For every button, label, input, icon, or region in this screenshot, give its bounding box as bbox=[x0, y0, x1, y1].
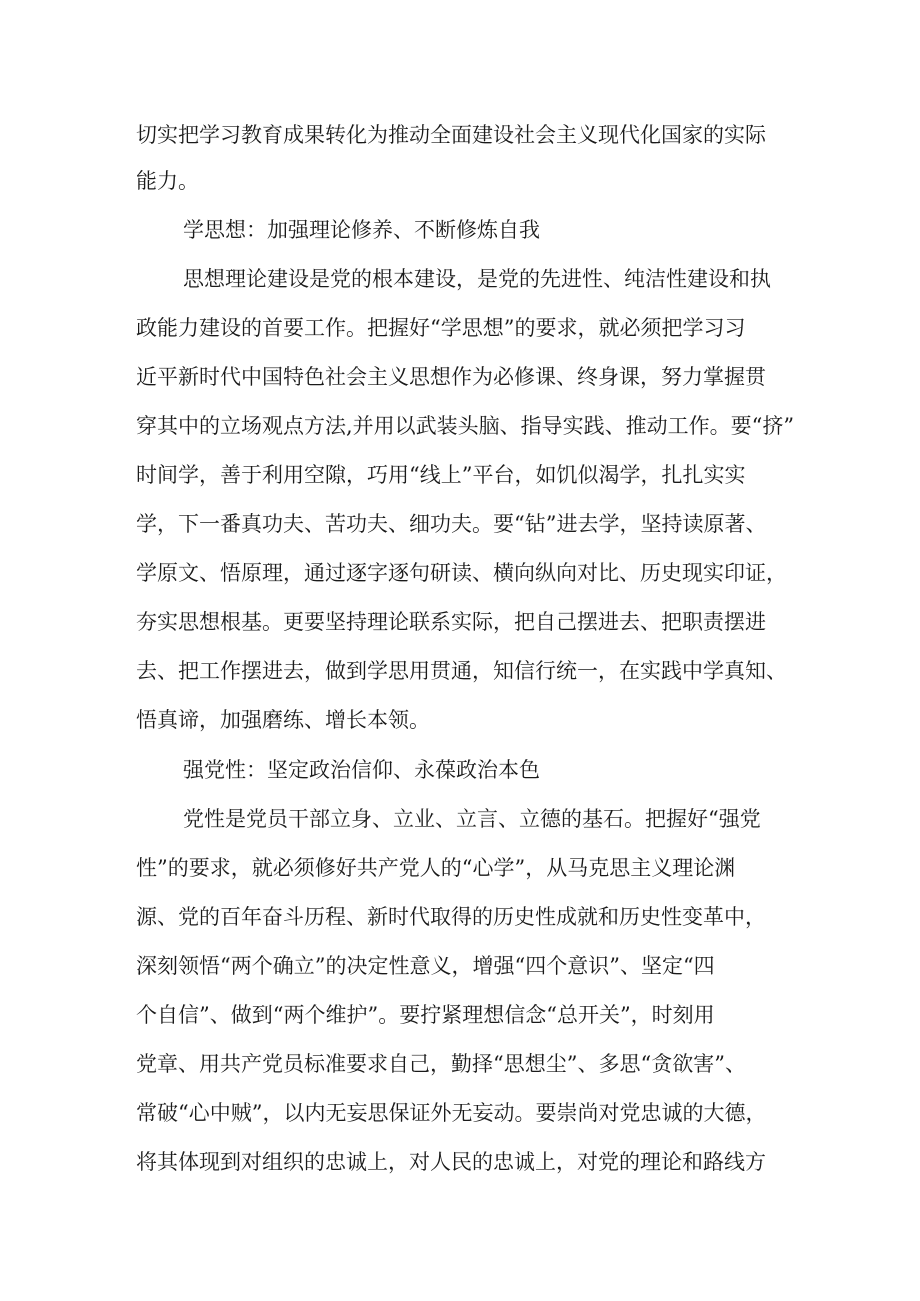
paragraph-line: 近平新时代中国特色社会主义思想作为必修课、终身课，努力掌握贯 bbox=[136, 365, 766, 389]
paragraph-line: 悟真谛，加强磨练、增长本领。 bbox=[136, 708, 430, 732]
paragraph-line: 深刻领悟“两个确立”的决定性意义，增强“四个意识”、坚定“四 bbox=[136, 954, 715, 978]
paragraph-line: 学，下一番真功夫、苦功夫、细功夫。要“钻”进去学，坚持读原著、 bbox=[136, 512, 767, 536]
intro-line-2: 能力。 bbox=[136, 169, 199, 193]
paragraph-line: 去、把工作摆进去，做到学思用贯通，知信行统一，在实践中学真知、 bbox=[136, 659, 787, 683]
paragraph-line: 穿其中的立场观点方法,并用以武装头脑、指导实践、推动工作。要“挤” bbox=[136, 414, 795, 438]
paragraph-line: 政能力建设的首要工作。把握好“学思想”的要求，就必须把学习习 bbox=[136, 316, 746, 340]
paragraph-line: 源、党的百年奋斗历程、新时代取得的历史性成就和历史性变革中， bbox=[136, 905, 766, 929]
paragraph-line: 党性是党员干部立身、立业、立言、立德的基石。把握好“强党 bbox=[183, 807, 761, 831]
paragraph-line: 个自信”、做到“两个维护”。要拧紧理想信念“总开关”，时刻用 bbox=[136, 1003, 715, 1027]
paragraph-line: 夯实思想根基。更要坚持理论联系实际，把自己摆进去、把职责摆进 bbox=[136, 610, 766, 634]
paragraph-line: 学原文、悟原理，通过逐字逐句研读、横向纵向对比、历史现实印证， bbox=[136, 561, 787, 585]
paragraph-line: 党章、用共产党员标准要求自己，勤择“思想尘”、多思“贪欲害”、 bbox=[136, 1052, 746, 1076]
section-heading-study-thought: 学思想：加强理论修养、不断修炼自我 bbox=[183, 218, 540, 242]
section-heading-strengthen-party-spirit: 强党性：坚定政治信仰、永葆政治本色 bbox=[183, 758, 540, 782]
paragraph-line: 时间学，善于利用空隙，巧用“线上”平台，如饥似渴学，扎扎实实 bbox=[136, 463, 746, 487]
paragraph-line: 性”的要求，就必须修好共产党人的“心学”，从马克思主义理论渊 bbox=[136, 856, 736, 880]
intro-line-1: 切实把学习教育成果转化为推动全面建设社会主义现代化国家的实际 bbox=[136, 123, 766, 147]
paragraph-line: 思想理论建设是党的根本建设，是党的先进性、纯洁性建设和执 bbox=[183, 267, 771, 291]
paragraph-line: 常破“心中贼”，以内无妄思保证外无妄动。要崇尚对党忠诚的大德， bbox=[136, 1101, 767, 1125]
paragraph-line: 将其体现到对组织的忠诚上，对人民的忠诚上，对党的理论和路线方 bbox=[136, 1150, 766, 1174]
